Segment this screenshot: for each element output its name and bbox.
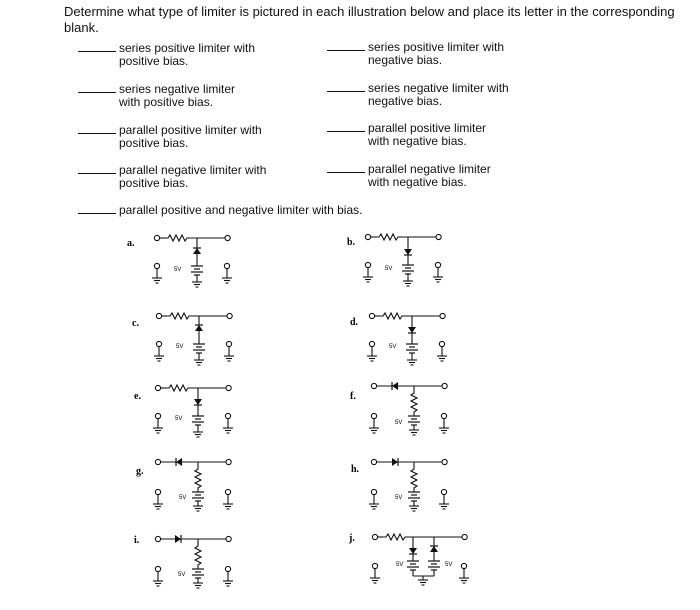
item-text: series negative limiter with positive bias. <box>119 82 236 109</box>
bias-label: 5V <box>179 495 187 501</box>
bias-label: 5V <box>176 344 184 350</box>
bias-label: 5V <box>396 562 404 568</box>
item-text: parallel negative limiter with negative bias. <box>368 162 491 189</box>
figure-j <box>348 533 469 585</box>
bias-label: 5V <box>389 344 397 350</box>
item-text: series negative limiter with negative bias. <box>368 81 509 108</box>
figure-e <box>134 385 233 437</box>
instructions: Determine what type of limiter is pictured in each illustration below and place its letter in the corresponding blank. <box>64 4 675 35</box>
bias-label: 5V <box>174 267 182 273</box>
bias-label: 5V <box>395 420 403 426</box>
figure-letter: e. <box>134 391 141 402</box>
figure-letter: b. <box>347 237 356 248</box>
figure-letter: g. <box>136 466 144 477</box>
figure-letter: i. <box>134 535 140 546</box>
item-text: series positive limiter with positive bias. <box>119 41 256 68</box>
figure-h <box>351 458 449 511</box>
bias-label-2: 5V <box>445 562 453 568</box>
item-text: parallel negative limiter with positive bias. <box>119 163 267 190</box>
figure-letter: f. <box>350 391 356 402</box>
item-text: series positive limiter with negative bias. <box>368 40 505 67</box>
figure-c <box>132 313 234 365</box>
figure-letter: h. <box>351 464 360 475</box>
bias-label: 5V <box>178 572 186 578</box>
figure-i <box>134 535 233 588</box>
figure-d <box>350 313 447 365</box>
item-text: parallel positive limiter with positive bias. <box>119 123 262 150</box>
item-text: parallel positive limiter with negative bias. <box>368 121 487 148</box>
item-text: parallel positive and negative limiter with bias. <box>119 203 363 217</box>
figure-f <box>350 382 449 435</box>
bias-label: 5V <box>175 416 183 422</box>
figure-letter: d. <box>350 317 359 328</box>
figure-letter: a. <box>127 238 135 249</box>
bias-label: 5V <box>385 266 393 272</box>
figure-a <box>127 235 232 287</box>
figure-b <box>347 234 443 286</box>
bias-label: 5V <box>395 495 403 501</box>
figure-letter: c. <box>132 318 139 329</box>
figure-letter: j. <box>349 533 355 544</box>
figure-g <box>136 458 233 511</box>
